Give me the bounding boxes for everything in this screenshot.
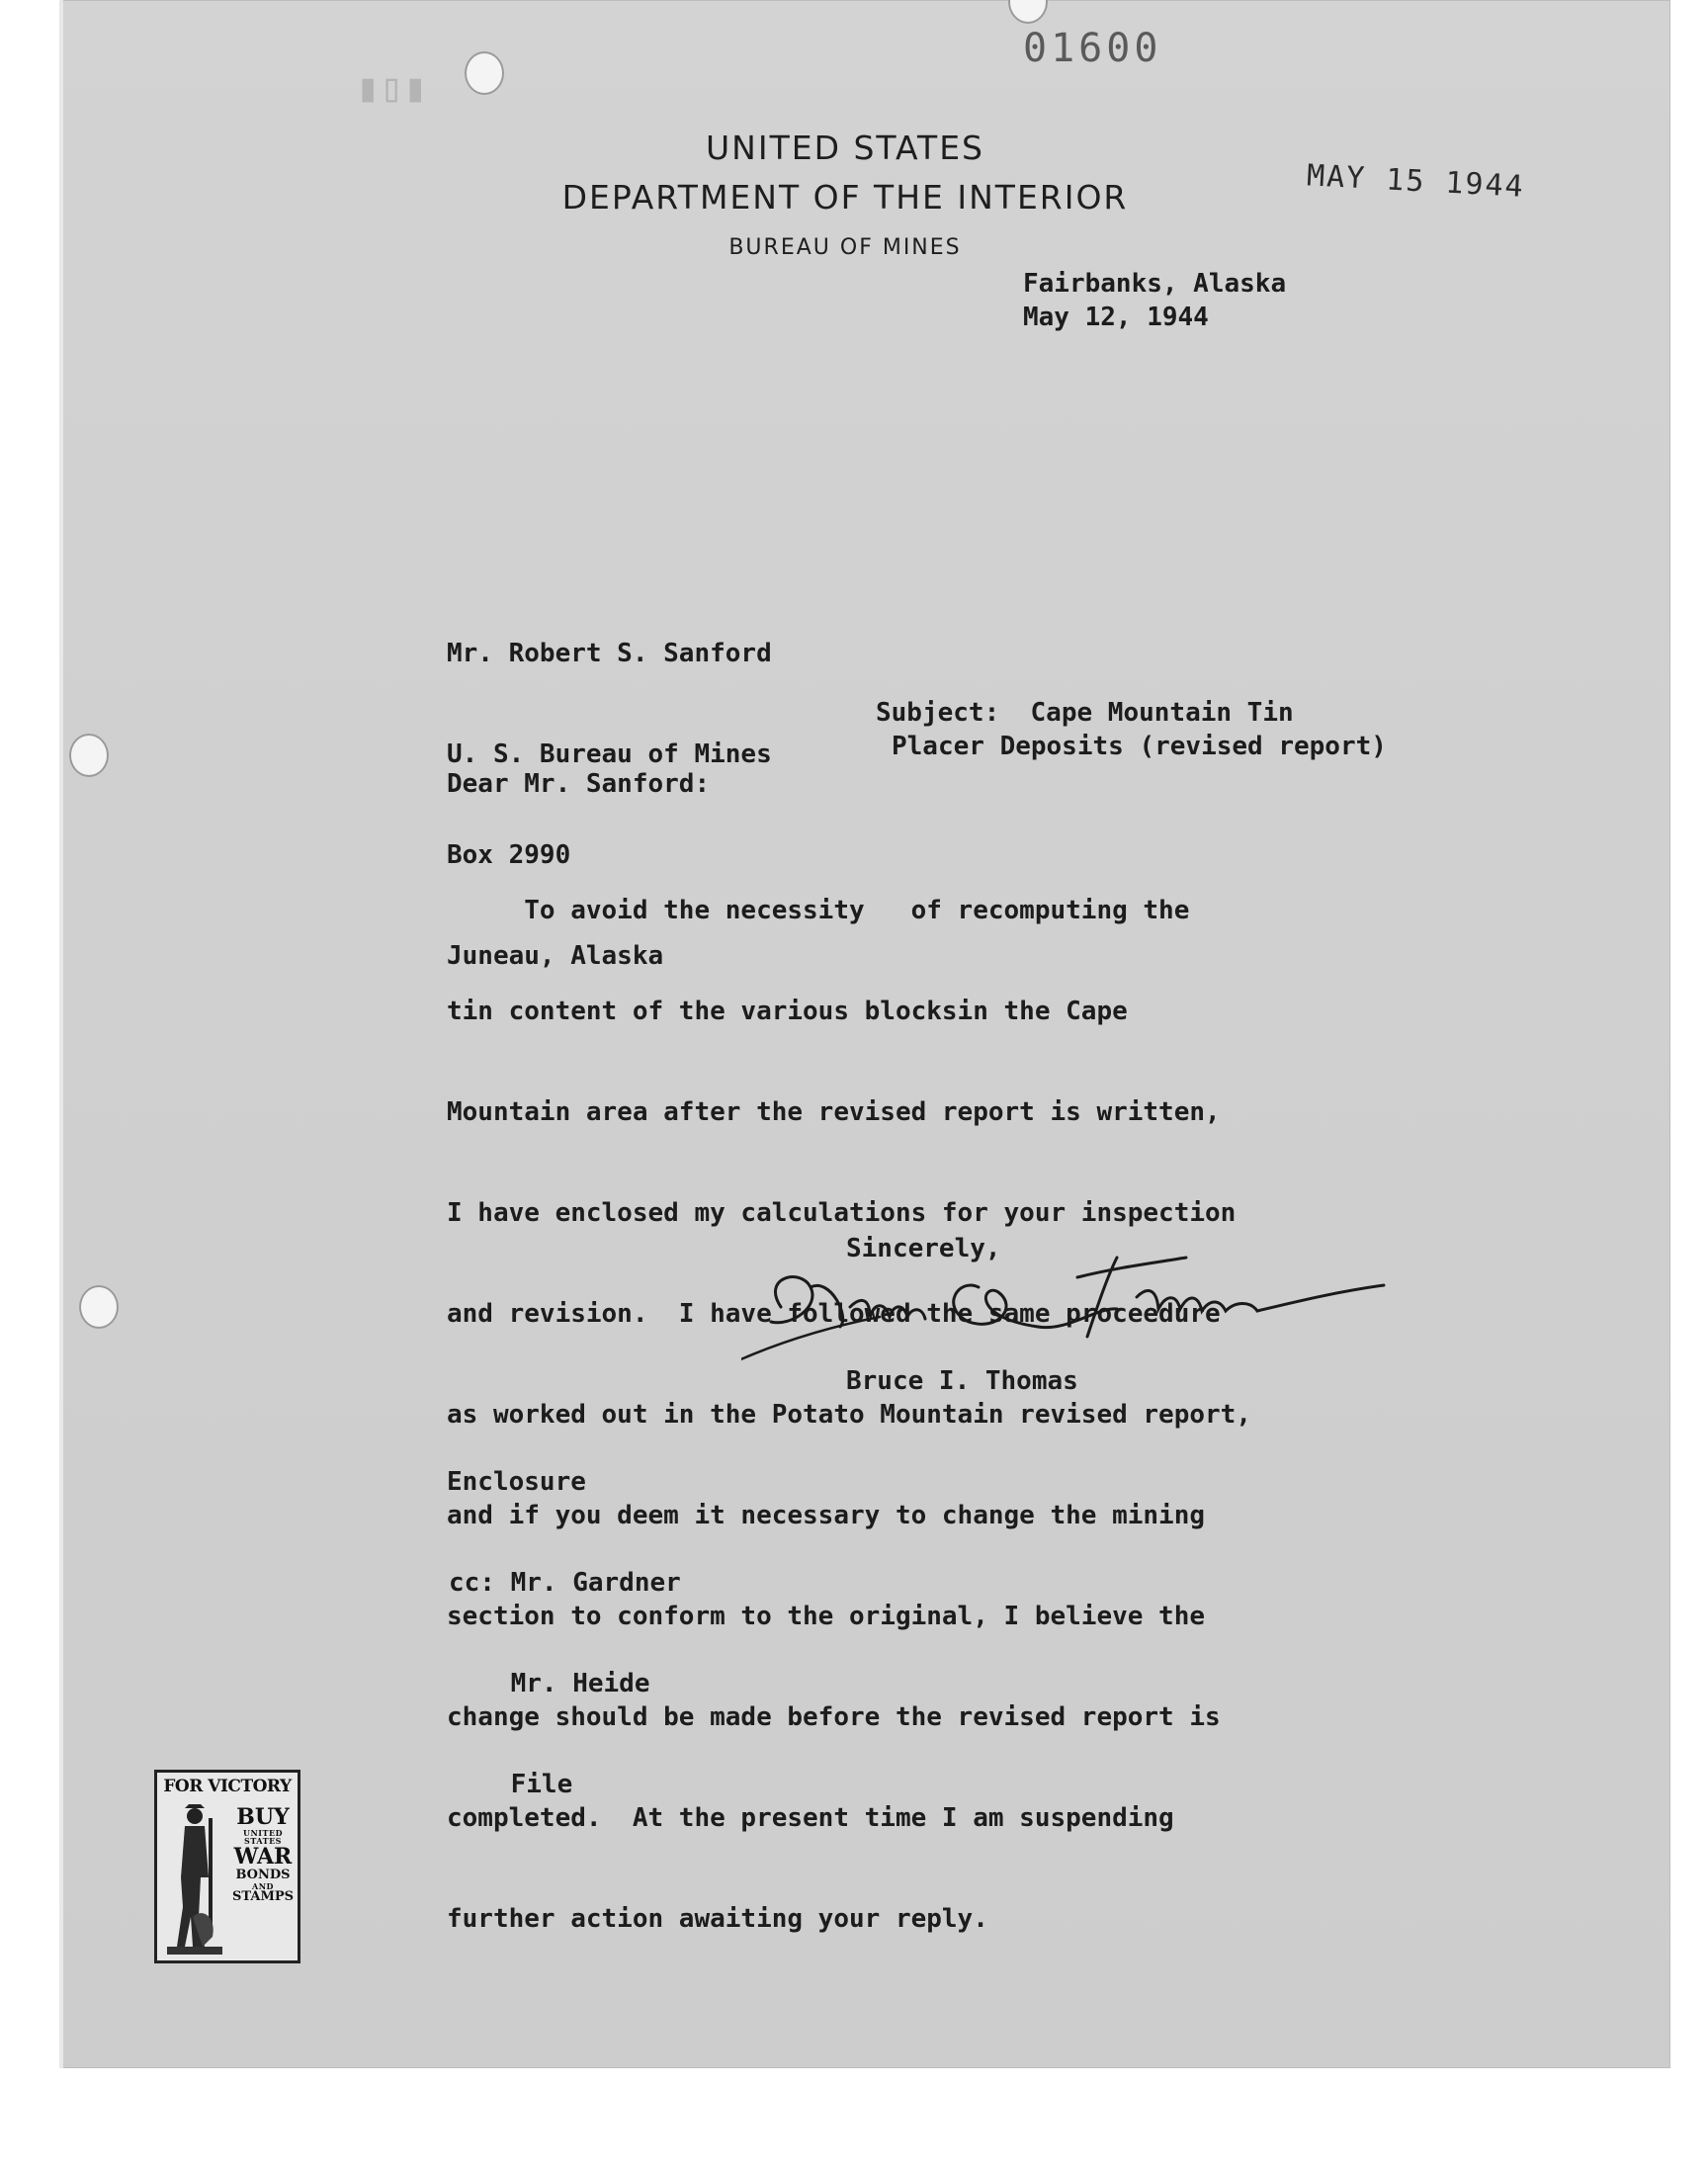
body-line: tin content of the various blocksin the Cape: [447, 997, 1128, 1026]
place-line: Fairbanks, Alaska: [1023, 269, 1287, 299]
stamp-and: AND: [252, 1880, 274, 1891]
stamp-stamps: STAMPS: [232, 1889, 294, 1904]
body-line: Mountain area after the revised report is written,: [447, 1097, 1221, 1127]
war-bonds-stamp: [154, 1770, 300, 1963]
file-number: 01600: [1023, 26, 1162, 71]
enclosure-line: Enclosure: [447, 1467, 586, 1497]
cc-block: [449, 1499, 681, 1869]
faint-stamp-remnant: ▮▯▮: [356, 65, 428, 111]
letter-sheet: [59, 0, 1670, 2068]
body-line: To avoid the necessity of recomputing the: [447, 896, 1190, 925]
letterhead-department: DEPARTMENT OF THE INTERIOR: [561, 178, 1129, 217]
stamp-buy: BUY: [236, 1804, 290, 1830]
punch-hole-top-right: [1008, 0, 1048, 24]
letterhead-bureau: BUREAU OF MINES: [728, 235, 962, 260]
letterhead-united-states: UNITED STATES: [706, 129, 984, 167]
war-bonds-stamp-text: [228, 1806, 298, 1904]
subject-line-2: Placer Deposits (revised report): [892, 732, 1387, 761]
date-line: May 12, 1944: [1023, 303, 1209, 332]
punch-hole-top-left: [465, 51, 504, 95]
closing: Sincerely,: [846, 1234, 1001, 1263]
addressee-line: U. S. Bureau of Mines: [447, 740, 772, 769]
cc-line: cc: Mr. Gardner: [449, 1568, 681, 1598]
body-line: change should be made before the revised report is: [447, 1702, 1221, 1732]
war-bonds-stamp-heading: FOR VICTORY: [163, 1777, 292, 1796]
addressee-line: Mr. Robert S. Sanford: [447, 639, 772, 668]
stamp-united-states: UNITED STATES: [242, 1828, 284, 1847]
minuteman-figure-icon: [163, 1798, 226, 1957]
body-line: further action awaiting your reply.: [447, 1904, 988, 1934]
body-line: section to conform to the original, I believe the: [447, 1602, 1206, 1631]
cc-line: File: [449, 1770, 573, 1799]
body-line: as worked out in the Potato Mountain revised report,: [447, 1400, 1251, 1430]
stamp-bonds: BONDS: [235, 1867, 291, 1882]
punch-hole-middle: [69, 734, 109, 777]
signer-name: Bruce I. Thomas: [846, 1366, 1078, 1396]
body-line: I have enclosed my calculations for your inspection: [447, 1198, 1237, 1228]
salutation: Dear Mr. Sanford:: [447, 769, 711, 799]
addressee-line: Box 2990: [447, 840, 571, 870]
addressee-line: Juneau, Alaska: [447, 941, 664, 971]
cc-line: Mr. Heide: [449, 1669, 650, 1698]
subject-line-1: Subject: Cape Mountain Tin: [876, 698, 1294, 728]
handwritten-signature: [741, 1248, 1453, 1366]
body-line: completed. At the present time I am suspending: [447, 1803, 1174, 1833]
body-line: and revision. I have followed the same proceedure: [447, 1299, 1221, 1329]
received-date-stamp: MAY 15 1944: [1306, 158, 1526, 205]
body-line: and if you deem it necessary to change the mining: [447, 1501, 1206, 1530]
punch-hole-lower: [79, 1285, 119, 1329]
stamp-war: WAR: [233, 1843, 293, 1870]
